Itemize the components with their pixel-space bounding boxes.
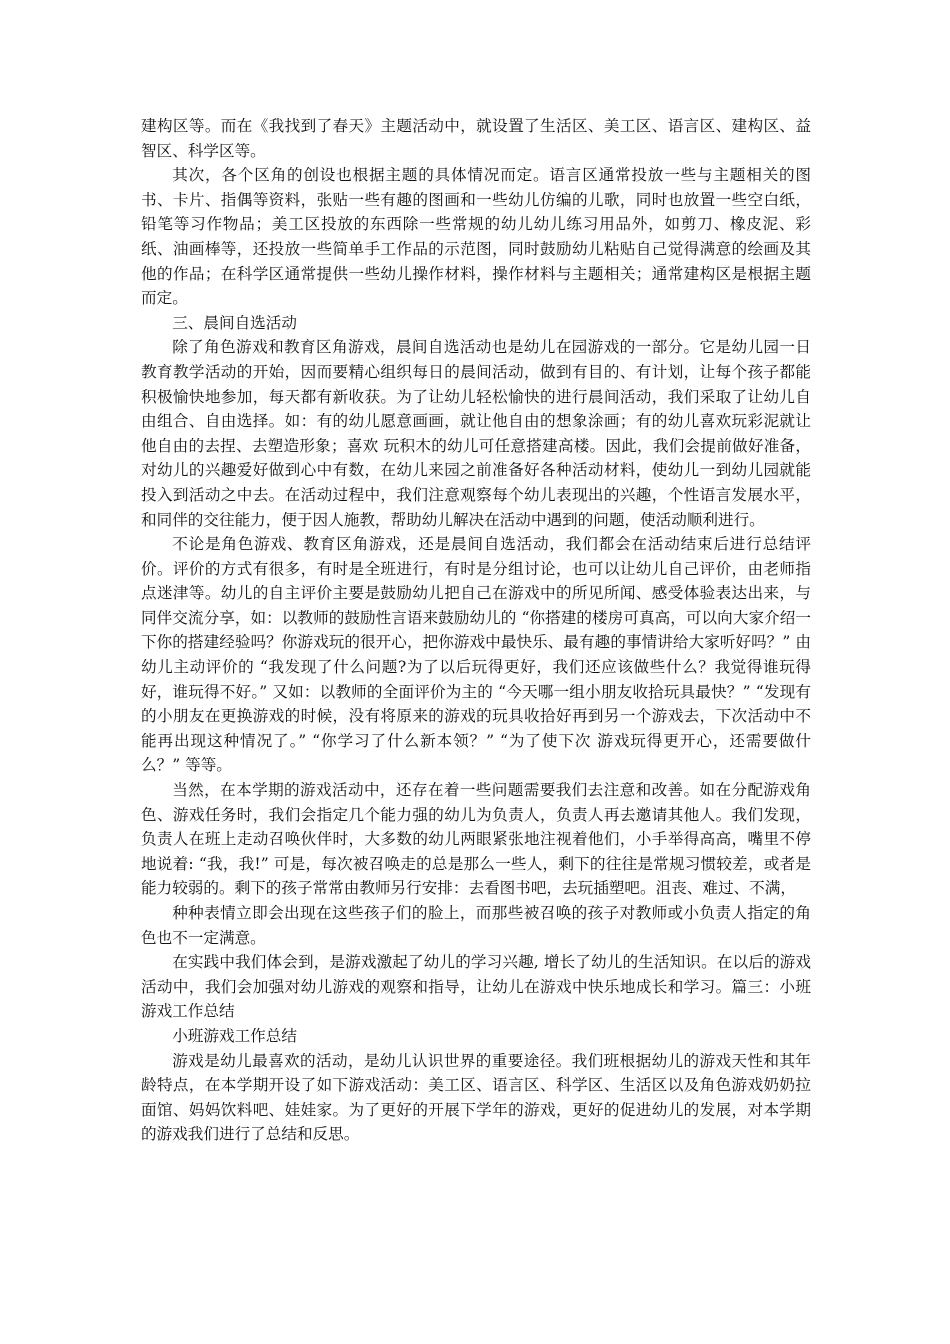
section-heading-small-class: 小班游戏工作总结 — [172, 1026, 297, 1045]
document-page — [141, 114, 811, 1147]
paragraph-problems-continued: 种种表情立即会出现在这些孩子们的脸上，而那些被召唤的孩子对教师或小负责人指定的角色也不一定满意。 — [141, 904, 811, 947]
section-heading-morning-activity: 三、晨间自选活动 — [172, 313, 297, 332]
paragraph-small-class-intro: 游戏是幼儿最喜欢的活动，是幼儿认识世界的重要途径。我们班根据幼儿的游戏天性和其年龄特点，在本学期开设了如下游戏活动：美工区、语言区、科学区、生活区以及角色游戏奶奶拉面馆、妈妈饮料吧、娃娃家。为了更好的开展下学年的游戏，更好的促进幼儿的发展，对本学期的游戏我们进行了总结和反思。 — [141, 1051, 811, 1144]
paragraph-area-creation: 其次，各个区角的创设也根据主题的具体情况而定。语言区通常投放一些与主题相关的图书、卡片、指偶等资料，张贴一些有趣的图画和一些幼儿仿编的儿歌，同时也放置一些空白纸，铅笔等习作物品；美工区投放的东西除一些常规的幼儿幼儿练习用品外，如剪刀、橡皮泥、彩纸、油画棒等，还投放一些简单手工作品的示范图，同时鼓励幼儿粘贴自己觉得满意的绘画及其他的作品；在科学区通常提供一些幼儿操作材料，操作材料与主题相关；通常建构区是根据主题而定。 — [141, 166, 811, 308]
paragraph-problems: 当然，在本学期的游戏活动中，还存在着一些问题需要我们去注意和改善。如在分配游戏角色、游戏任务时，我们会指定几个能力强的幼儿为负责人，负责人再去邀请其他人。我们发现，负责人在班上走动召唤伙伴时，大多数的幼儿两眼紧张地注视着他们，小手举得高高，嘴里不停地说着: “我，我!” 可是，每次被召唤走的总是那么一些人，剩下的往往是常规习惯较差，或者是能力较弱的。剩下的孩子常常由教师另行安排：去看图书吧，去玩插塑吧。沮丧、难过、不满， — [141, 781, 811, 898]
paragraph-morning-activity: 除了角色游戏和教育区角游戏，晨间自选活动也是幼儿在园游戏的一部分。它是幼儿园一日教育教学活动的开始，因而要精心组织每日的晨间活动，做到有目的、有计划，让每个孩子都能积极愉快地参加，每天都有新收获。为了让幼儿轻松愉快的进行晨间活动，我们采取了让幼儿自由组合、自由选择。如：有的幼儿愿意画画，就让他自由的想象涂画；有的幼儿喜欢玩彩泥就让他自由的去捏、去塑造形象；喜欢 玩积木的幼儿可任意搭建高楼。因此，我们会提前做好准备，对幼儿的兴趣爱好做到心中有数，在幼儿来园之前准备好各种活动材料，使幼儿一到幼儿园就能投入到活动之中去。在活动过程中，我们注意观察每个幼儿表现出的兴趣，个性语言发展水平，和同伴的交往能力，便于因人施教，帮助幼儿解决在活动中遇到的问题，使活动顺利进行。 — [141, 338, 811, 529]
paragraph-evaluation: 不论是角色游戏、教育区角游戏，还是晨间自选活动，我们都会在活动结束后进行总结评价。评价的方式有很多，有时是全班进行，有时是分组讨论，也可以让幼儿自己评价，由老师指点迷津等。幼儿的自主评价主要是鼓励幼儿把自己在游戏中的所见所闻、感受体验表达出来，与同伴交流分享，如：以教师的鼓励性言语来鼓励幼儿的 “你搭建的楼房可真高，可以向大家介绍一下你的搭建经验吗？你游戏玩的很开心，把你游戏中最快乐、最有趣的事情讲给大家听好吗？” 由幼儿主动评价的 “我发现了什么问题?为了以后玩得更好，我们还应该做些什么？我觉得谁玩得好，谁玩得不好。” 又如：以教师的全面评价为主的 “今天哪一组小朋友收拾玩具最快？” “发现有的小朋友在更换游戏的时候，没有将原来的游戏的玩具收拾好再到另一个游戏去，下次活动中不能再出现这种情况了。” “你学习了什么新本领？” “为了使下次 游戏玩得更开心，还需要做什么？” 等等。 — [141, 535, 811, 775]
paragraph-area-setup: 建构区等。而在《我找到了春天》主题活动中，就设置了生活区、美工区、语言区、建构区、益智区、科学区等。 — [141, 117, 811, 160]
paragraph-conclusion: 在实践中我们体会到，是游戏激起了幼儿的学习兴趣, 增长了幼儿的生活知识。在以后的游戏活动中，我们会加强对幼儿游戏的观察和指导，让幼儿在游戏中快乐地成长和学习。篇三：小班游戏工作总结 — [141, 953, 811, 1021]
